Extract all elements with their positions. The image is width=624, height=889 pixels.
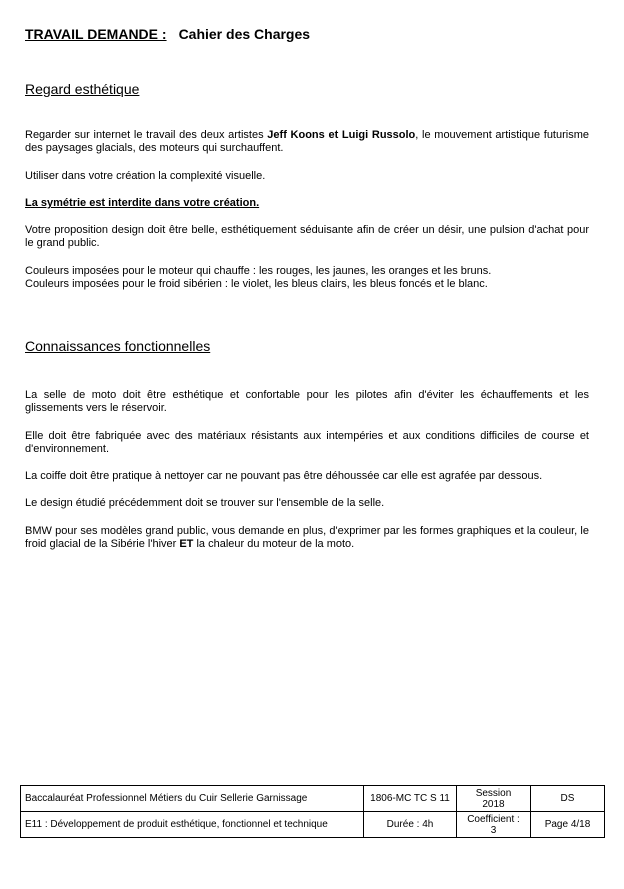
footer-coefficient xyxy=(457,812,531,838)
paragraph-cover: La coiffe doit être pratique à nettoyer car ne pouvant pas être déhoussée car elle est agrafée par dessous. xyxy=(25,470,543,482)
footer-exam-title: Baccalauréat Professionnel Métiers du Cuir Sellerie Garnissage xyxy=(21,786,364,812)
paragraph-materials: Elle doit être fabriquée avec des matériaux résistants aux intempéries et aux conditions difficiles de course et d'environnement. xyxy=(25,430,589,455)
artists-bold: Jeff Koons et Luigi Russolo xyxy=(267,129,416,141)
paragraph-complexity: Utiliser dans votre création la complexité visuelle. xyxy=(25,170,266,182)
paragraph-symmetry-forbidden: La symétrie est interdite dans votre création. xyxy=(25,197,260,209)
paragraph-design-proposal: Votre proposition design doit être belle, esthétiquement séduisante afin de créer un désir, une pulsion d'achat pour le grand public. xyxy=(25,224,589,249)
footer-session xyxy=(457,786,531,812)
session-year: 2018 xyxy=(482,798,505,810)
paragraph-comfort: La selle de moto doit être esthétique et confortable pour les pilotes afin d'éviter les échauffements et les glissements vers le réservoir. xyxy=(25,389,589,414)
footer-duration: Durée : 4h xyxy=(364,812,457,838)
paragraph-text: la chaleur du moteur de la moto. xyxy=(193,538,355,550)
et-bold: ET xyxy=(179,538,194,550)
coefficient-value: 3 xyxy=(490,824,497,836)
page-header xyxy=(25,26,310,42)
colors-hot: Couleurs imposées pour le moteur qui chauffe : les rouges, les jaunes, les oranges et les bruns. xyxy=(25,265,492,277)
footer-code: 1806-MC TC S 11 xyxy=(364,786,457,812)
header-title: Cahier des Charges xyxy=(178,26,311,42)
footer-row xyxy=(21,812,605,838)
colors-cold: Couleurs imposées pour le froid sibérien : le violet, les bleus clairs, les bleus foncés et le blanc. xyxy=(25,278,488,290)
footer-row xyxy=(21,786,605,812)
footer-ds: DS xyxy=(531,786,605,812)
footer-epreuve: E11 : Développement de produit esthétique, fonctionnel et technique xyxy=(21,812,364,838)
header-label: TRAVAIL DEMANDE : xyxy=(25,26,167,42)
footer-table xyxy=(20,785,605,838)
section-title-connaissances: Connaissances fonctionnelles xyxy=(25,338,211,354)
section-title-regard: Regard esthétique xyxy=(25,81,140,97)
coefficient-label: Coefficient : xyxy=(467,813,520,825)
paragraph-text: , le mouvement artistique futurisme des paysages glacials, des moteurs qui surchauffent. xyxy=(25,129,589,154)
paragraph-text: BMW pour ses modèles grand public, vous demande en plus, d'exprimer par les formes graphiques et la couleur, le froid glacial de la Sibérie l'hiver xyxy=(25,525,589,550)
session-label: Session xyxy=(475,787,512,799)
paragraph-artists xyxy=(25,129,589,155)
paragraph-bmw xyxy=(25,525,589,551)
paragraph-colors xyxy=(25,265,589,291)
footer-page-number: Page 4/18 xyxy=(531,812,605,838)
paragraph-text: Regarder sur internet le travail des deux artistes xyxy=(25,129,268,141)
paragraph-design-whole: Le design étudié précédemment doit se trouver sur l'ensemble de la selle. xyxy=(25,497,385,509)
